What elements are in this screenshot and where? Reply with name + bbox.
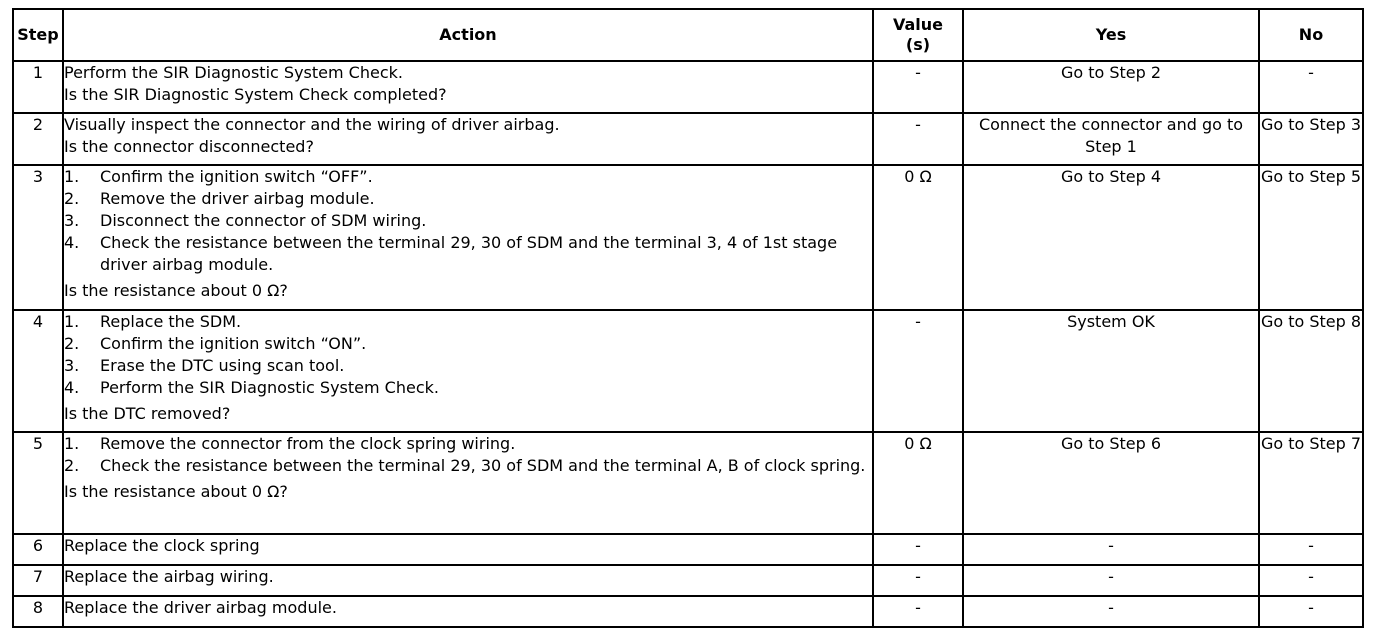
table-row — [13, 165, 1363, 310]
table-row — [13, 61, 1363, 113]
table-body — [13, 61, 1363, 627]
diagnostic-table-container — [12, 8, 1364, 628]
action-step-text: Confirm the ignition switch “OFF”. — [100, 167, 373, 186]
step-number: 1 — [13, 61, 63, 113]
action-step-item — [64, 333, 872, 355]
action-cell — [63, 596, 873, 627]
action-step-number: 4. — [64, 378, 80, 397]
action-step-text: Perform the SIR Diagnostic System Check. — [100, 378, 439, 397]
header-row — [13, 9, 1363, 61]
action-step-text: Replace the SDM. — [100, 312, 242, 331]
action-step-text: Disconnect the connector of SDM wiring. — [100, 211, 427, 230]
action-step-text: Erase the DTC using scan tool. — [100, 356, 345, 375]
value-cell: - — [873, 534, 963, 565]
action-step-item — [64, 210, 872, 232]
value-cell: - — [873, 113, 963, 165]
step-number: 5 — [13, 432, 63, 534]
diagnostic-table — [12, 8, 1364, 628]
value-cell: - — [873, 596, 963, 627]
action-text: Replace the clock spring — [64, 536, 260, 555]
header-step: Step — [13, 9, 63, 61]
action-step-number: 4. — [64, 233, 80, 252]
action-step-item — [64, 188, 872, 210]
action-steps-list — [64, 166, 872, 276]
no-cell: Go to Step 5 — [1259, 165, 1363, 310]
action-step-number: 1. — [64, 434, 80, 453]
action-cell — [63, 61, 873, 113]
action-step-text: Check the resistance between the terminal 29, 30 of SDM and the terminal A, B of clock spring. — [100, 456, 866, 475]
value-cell: - — [873, 565, 963, 596]
action-step-text: Check the resistance between the terminal 29, 30 of SDM and the terminal 3, 4 of 1st stage driver airbag module. — [100, 233, 838, 274]
action-cell — [63, 165, 873, 310]
yes-cell: Go to Step 4 — [963, 165, 1259, 310]
table-row — [13, 534, 1363, 565]
table-row — [13, 565, 1363, 596]
no-cell: - — [1259, 565, 1363, 596]
no-cell: Go to Step 8 — [1259, 310, 1363, 432]
yes-cell: - — [963, 565, 1259, 596]
step-number: 3 — [13, 165, 63, 310]
yes-cell: - — [963, 596, 1259, 627]
yes-cell: Go to Step 6 — [963, 432, 1259, 534]
header-value: Value (s) — [873, 9, 963, 61]
action-question: Is the connector disconnected? — [64, 137, 314, 156]
value-cell: - — [873, 61, 963, 113]
step-number: 6 — [13, 534, 63, 565]
action-cell — [63, 310, 873, 432]
step-number: 2 — [13, 113, 63, 165]
table-row — [13, 113, 1363, 165]
table-row — [13, 596, 1363, 627]
action-cell — [63, 113, 873, 165]
action-cell — [63, 432, 873, 534]
action-step-text: Remove the driver airbag module. — [100, 189, 375, 208]
table-row — [13, 432, 1363, 534]
value-cell: 0 Ω — [873, 165, 963, 310]
action-step-number: 2. — [64, 334, 80, 353]
header-no: No — [1259, 9, 1363, 61]
no-cell: Go to Step 3 — [1259, 113, 1363, 165]
action-step-item — [64, 166, 872, 188]
yes-cell: Go to Step 2 — [963, 61, 1259, 113]
action-step-item — [64, 355, 872, 377]
action-step-item — [64, 311, 872, 333]
action-step-number: 1. — [64, 312, 80, 331]
header-yes: Yes — [963, 9, 1259, 61]
header-action: Action — [63, 9, 873, 61]
action-step-text: Confirm the ignition switch “ON”. — [100, 334, 367, 353]
action-steps-list — [64, 433, 872, 477]
no-cell: - — [1259, 596, 1363, 627]
action-step-item — [64, 433, 872, 455]
action-cell — [63, 534, 873, 565]
step-number: 7 — [13, 565, 63, 596]
action-steps-list — [64, 311, 872, 399]
action-question: Is the SIR Diagnostic System Check completed? — [64, 85, 447, 104]
action-step-text: Remove the connector from the clock spring wiring. — [100, 434, 516, 453]
action-text: Replace the airbag wiring. — [64, 567, 274, 586]
yes-cell: System OK — [963, 310, 1259, 432]
action-text: Replace the driver airbag module. — [64, 598, 337, 617]
action-step-number: 2. — [64, 189, 80, 208]
action-step-item — [64, 232, 872, 276]
action-step-item — [64, 377, 872, 399]
value-cell: - — [873, 310, 963, 432]
action-cell — [63, 565, 873, 596]
no-cell: - — [1259, 534, 1363, 565]
action-step-item — [64, 455, 872, 477]
yes-cell: Connect the connector and go to Step 1 — [963, 113, 1259, 165]
action-step-number: 2. — [64, 456, 80, 475]
no-cell: - — [1259, 61, 1363, 113]
action-question: Is the resistance about 0 Ω? — [64, 281, 288, 300]
action-step-number: 1. — [64, 167, 80, 186]
action-text: Visually inspect the connector and the wiring of driver airbag. — [64, 115, 560, 134]
step-number: 4 — [13, 310, 63, 432]
action-question: Is the resistance about 0 Ω? — [64, 482, 288, 501]
action-step-number: 3. — [64, 211, 80, 230]
step-number: 8 — [13, 596, 63, 627]
action-text: Perform the SIR Diagnostic System Check. — [64, 63, 403, 82]
yes-cell: - — [963, 534, 1259, 565]
value-cell: 0 Ω — [873, 432, 963, 534]
action-question: Is the DTC removed? — [64, 404, 231, 423]
table-row — [13, 310, 1363, 432]
no-cell: Go to Step 7 — [1259, 432, 1363, 534]
action-step-number: 3. — [64, 356, 80, 375]
